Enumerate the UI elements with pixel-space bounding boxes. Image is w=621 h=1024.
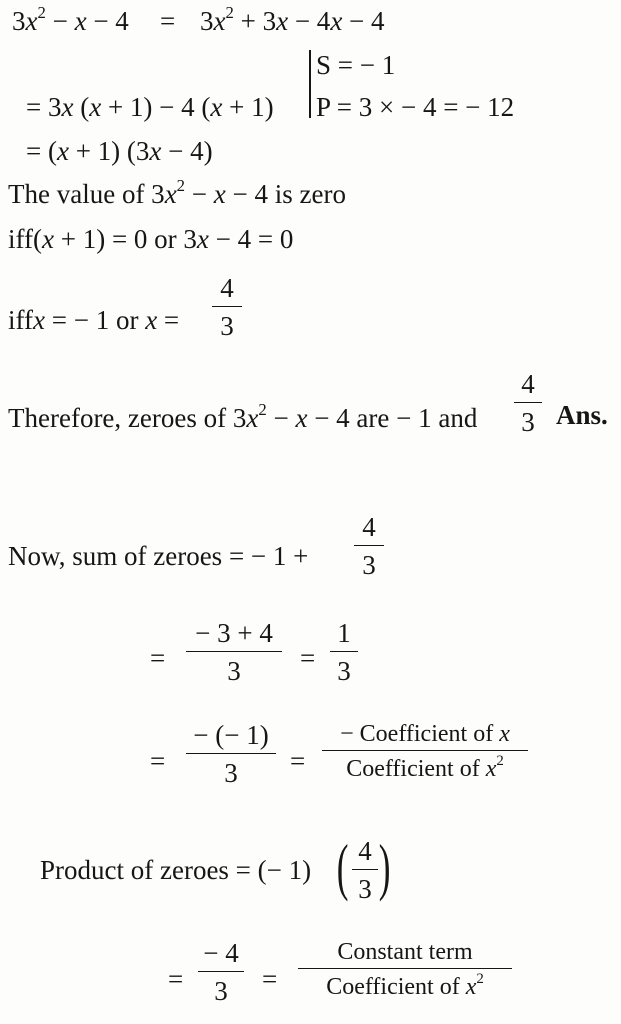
fraction-denominator: 3	[521, 407, 535, 437]
answer-label: Ans.	[556, 400, 608, 430]
line-9-fraction-2	[330, 620, 358, 685]
fraction-numerator: 4	[220, 273, 234, 303]
line-8-fraction	[354, 514, 384, 579]
line-3: = (x + 1) (3x − 4)	[26, 136, 213, 166]
line-4: The value of $3x^2 - x - 4$ is zero	[8, 175, 346, 209]
left-paren: (	[336, 831, 349, 902]
line-12-fraction-2	[298, 940, 512, 999]
fraction-bar	[322, 750, 528, 751]
fraction-numerator: 4	[362, 512, 376, 542]
right-paren: )	[378, 831, 391, 902]
fraction-numerator: 4	[521, 369, 535, 399]
line-1-lhs: $3x^2 - x - 4$	[12, 2, 129, 36]
fraction-numerator: − (− 1)	[193, 720, 269, 750]
fraction-denominator: 3	[227, 656, 241, 686]
sum-note: S = − 1	[316, 50, 396, 80]
fraction-denominator: 3	[214, 976, 228, 1006]
fraction-denominator: 3	[220, 311, 234, 341]
fraction-denominator: 3	[358, 874, 372, 904]
fraction-numerator: Constant term	[337, 939, 473, 965]
fraction-bar	[198, 971, 244, 972]
fraction-bar	[354, 545, 384, 546]
line-2: = 3x (x + 1) − 4 (x + 1)	[26, 92, 274, 122]
line-8-text: Now, sum of zeroes = − 1 +	[8, 541, 309, 571]
fraction-denominator: 3	[224, 758, 238, 788]
line-10-fraction-2	[322, 722, 528, 781]
line-12-equals-1: =	[168, 964, 184, 994]
line-10-equals-1: =	[150, 746, 166, 776]
product-note: P = 3 × − 4 = − 12	[316, 92, 515, 122]
fraction-bar	[514, 402, 542, 403]
line-6-fraction	[212, 275, 242, 340]
fraction-denominator: Coefficient of $x^2$	[346, 752, 504, 782]
line-7-fraction	[514, 371, 542, 436]
fraction-denominator: 3	[362, 550, 376, 580]
line-12-equals-2: =	[262, 964, 278, 994]
fraction-bar	[212, 306, 242, 307]
line-1-equals: =	[160, 6, 176, 36]
line-11-text: Product of zeroes = (− 1)	[40, 855, 312, 885]
fraction-numerator: 1	[337, 618, 351, 648]
line-9-equals-2: =	[300, 643, 316, 673]
fraction-numerator: − 4	[203, 938, 239, 968]
line-7-text: Therefore, zeroes of $3x^2 - x - 4$ are − 1 and	[8, 399, 478, 433]
note-divider	[309, 50, 311, 118]
fraction-bar	[186, 651, 282, 652]
fraction-bar	[186, 753, 276, 754]
line-6-text: iffx = − 1 or x =	[8, 305, 180, 335]
fraction-bar	[352, 869, 378, 870]
fraction-numerator: − 3 + 4	[195, 618, 273, 648]
line-9-equals-1: =	[150, 643, 166, 673]
line-1-rhs: $3x^2 + 3x - 4x - 4$	[200, 2, 385, 36]
fraction-denominator: 3	[337, 656, 351, 686]
fraction-bar	[298, 968, 512, 969]
line-12-fraction-1	[198, 940, 244, 1005]
line-9-fraction-1	[186, 620, 282, 685]
fraction-denominator: Coefficient of $x^2$	[326, 970, 484, 1000]
fraction-bar	[330, 651, 358, 652]
line-10-equals-2: =	[290, 746, 306, 776]
line-11-fraction	[352, 838, 378, 903]
fraction-numerator: − Coefficient of x	[340, 721, 510, 747]
fraction-numerator: 4	[358, 836, 372, 866]
line-10-fraction-1	[186, 722, 276, 787]
line-5: iff(x + 1) = 0 or 3x − 4 = 0	[8, 224, 294, 254]
